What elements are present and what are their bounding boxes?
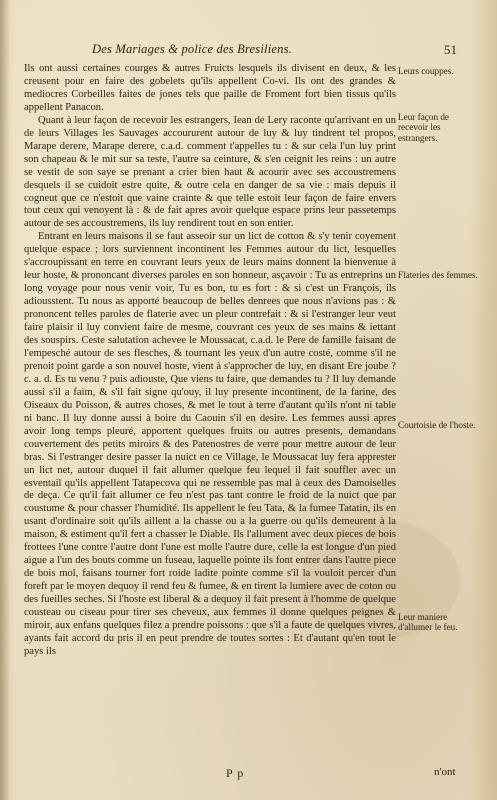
margin-note-cups: Leurs couppes.: [398, 66, 454, 76]
margin-note-receiving-strangers: Leur façon de recevoir les estrangers.: [398, 112, 450, 143]
margin-note-flattery: Flateries des femmes.: [398, 270, 478, 280]
page-number: 51: [444, 42, 457, 57]
main-text-column: [24, 63, 396, 659]
page-gutter-shadow: [0, 0, 10, 800]
paragraph: Quant à leur façon de recevoir les estrangers, Iean de Lery raconte qu'arrivant en un de leurs Villages les Sauvages accoururent autour de luy & luy tindrent tel propos, Marape derere, Marape derere, c.a.d. comment t'appelles tu : & sur cela l'un luy print son chapeau & le mit sur sa teste, l'autre sa ceinture, & s'en ceignit les reins : un autre se vestit de son saye se prenant a crier bien haut & acourir avec ses accoustremens desquels il se cuidoit estre quite, & outre cela en danger de sa vie : mais depuis il cogneut que ce n'estoit que vaine crainte & que telle estoit leur façon de faire envers tout ceux qui venoyent là : & de fait apres avoir quelque espace prins leur passetemps autour de ses accoustremens, ils luy rendirent tout en son entier.: [24, 114, 396, 230]
paragraph: Ils ont aussi certaines courges & autres Fruicts lesquels ils divisent en deux, & les creusent pour en faire des gobelets qu'ils appellent Co-vi. Ils ont des grandes & mediocres Corbeilles faites de jones tels que paille de Froment fort bien tissus qu'ils appellent Panacon.: [24, 63, 396, 113]
margin-note-fire-making: Leur maniere d'allumer le feu.: [398, 612, 458, 633]
catchword: n'ont: [434, 766, 456, 778]
paragraph: Entrant en leurs maisons il se faut asseoir sur un lict de cotton & s'y tenir coyement quelque espace ; lors surviennent incontinent les Femmes autour du lict, lesquelles s'accroupissant en terre en couvrant leurs yeux de leurs mains donnent la bienvenue à leur hoste, & prononcant diverses paroles en son honneur, asçavoir : Tu as entreprins un long voyage pour nous venir voir, Tu es bon, tu es fort : & si c'est un François, ils adiousstent. Tu nous as apporté beaucoup de belles denrees que nous n'avions pas : & prononcent telles paroles de flaterie avec un pleur contrefait : & si l'estranger leur veut faire plaisir il luy convient faire de mesme, couvrant ces yeux de ses mains & iettant des souspirs. Ceste salutation achevee le Moussacat, c.a.d. le Pere de famille faisant de l'empesché autour de ses flesches, & tournant les yeux d'un autre costé, comme s'il ne prenoit point garde a son nouvel hoste, vient à s'approcher de luy, en disant Ere joube ? c. a. d. Es tu venu ? puis adiouste, Que viens tu faire, que demandes tu ? Il luy demande aussi s'il a faim, & s'il fait signe qu'ouy, il luy presente incontinent, de la farine, des Oiseaux du Poisson, & autres choses, & met le tout à terre d'autant qu'ils n'ont ni table ni banc. Il luy donne aussi à boire du Caouin s'il en desire. Les femmes aussi apres avoir long temps pleuré, apportent quelques fruits ou autres presents, demandans couvertement des petits miroirs & des Patenostres de verre pour mettre autour de leur bras. Si l'estranger desire passer la nuict en ce Village, le Moussacat luy fera apprester un lict net, autour duquel il fait allumer quelque feu lequel il fait souffler avec un esventail qu'ils appellent Tatapecova qui ne ressemble pas mal à ceux des Damoiselles de deça. Ce qu'il fait allumer ce feu n'est pas tant contre le froid de la nuict que par coustume & pour chasser l'humidité. Ils appellent le feu Tata, & la fumee Tatatin, ils en usant d'ordinaire soit qu'ils aillent a la chasse ou a la guerre ou qu'ils demeurent à la maison, & estiment qu'il fert a chasser le Diable. Ils l'allument avec deux pieces de bois frottees l'une contre l'autre dont l'une est molle l'autre dure, celle la est longue d'un pied aigue a l'un des bouts comme un fuseau, laquelle pointe ils font entrer dans l'autre piece de bois mol, faisans tourner fort roide ladite pointe comme s'il la vouloit percer d'un foreft par le moyen dequoy il rend feu & fumee, & en tirent la lumiere avec de coton ou des fueilles seches. Si l'hoste est liberal & a dequoy il fait present à l'homme de quelque cousteau ou ciseau pour tirer ses cheveux, aux femmes il donne quelques peignes & miroir, aux enfans quelques filez a prendre poissons : que s'il a faute de quelques vivres, ayants fait accord du pris il en peut prendre de toutes sortes : Et d'autant qu'en tout le pays ils: [24, 231, 396, 657]
running-title: Des Mariages & police des Bresiliens.: [92, 42, 292, 56]
margin-note-courtesy: Courtoisie de l'hoste.: [398, 420, 476, 430]
signature-mark: P p: [226, 766, 245, 780]
